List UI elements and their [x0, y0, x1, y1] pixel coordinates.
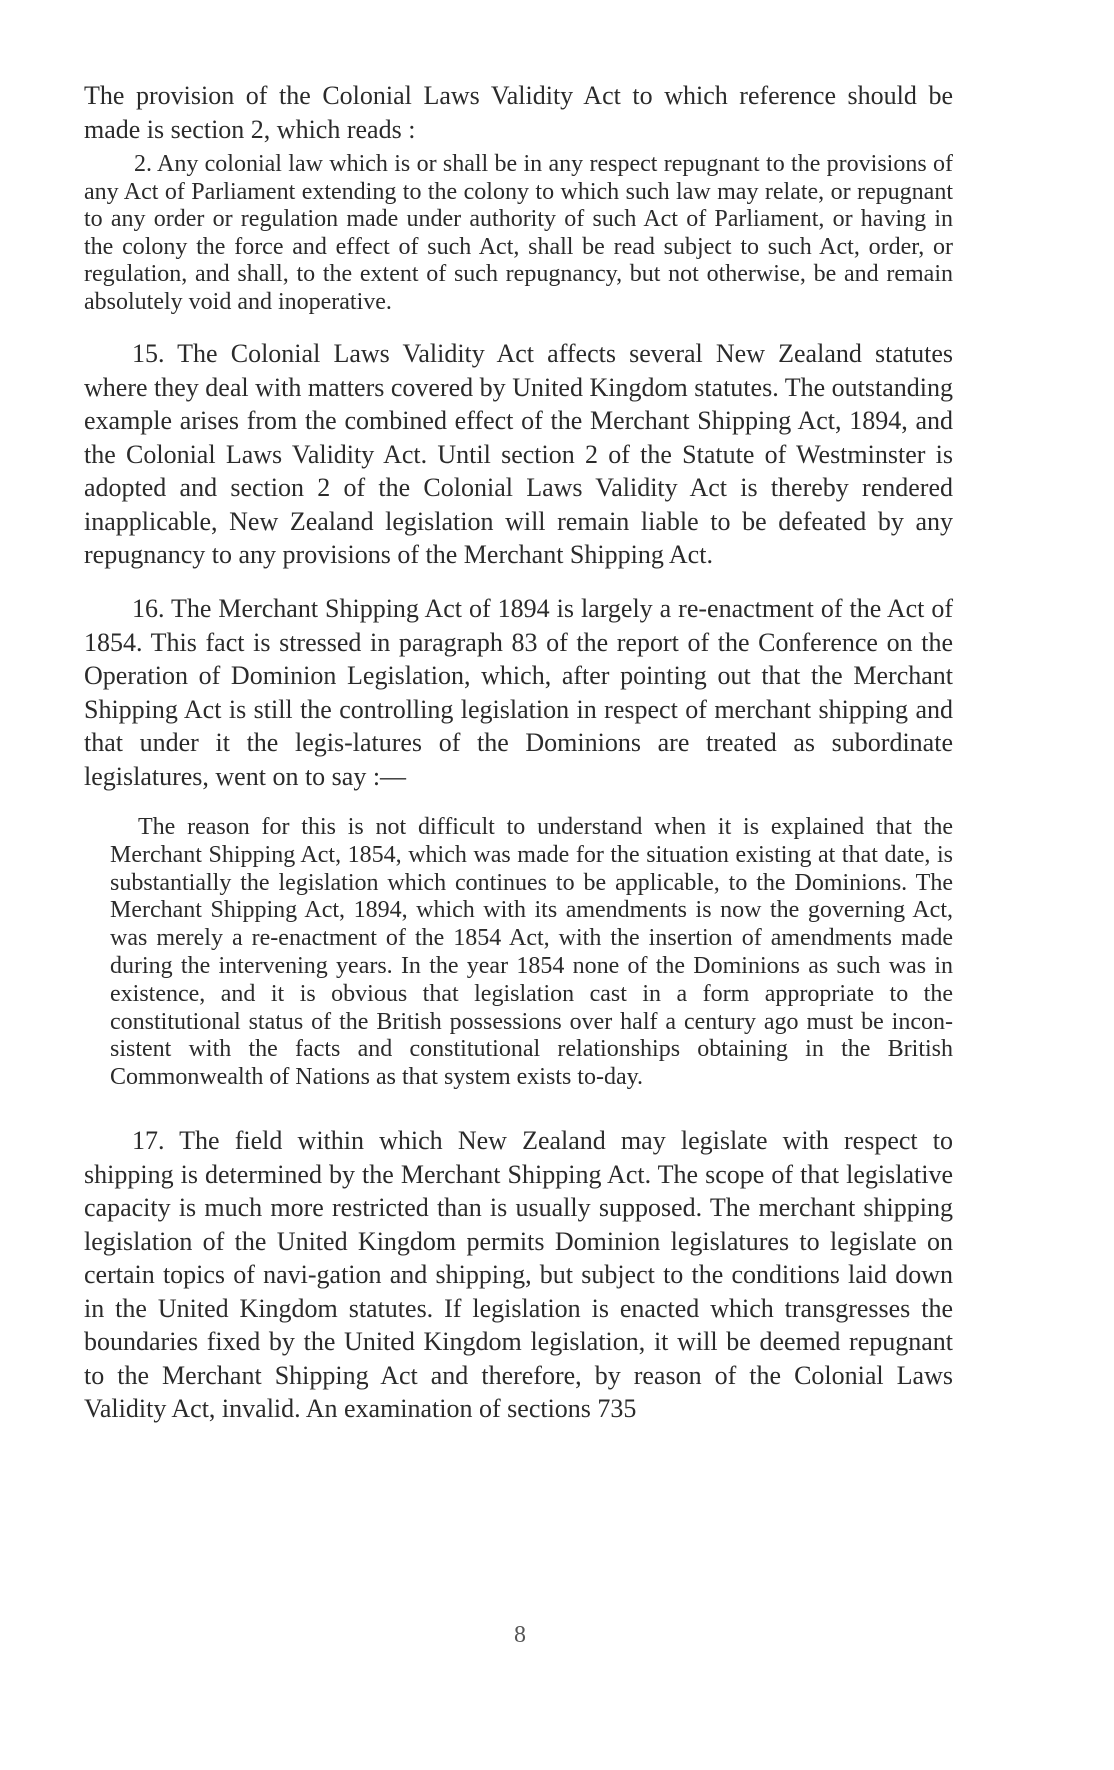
page-number: 8 [514, 1622, 526, 1648]
paragraph-17: 17. The field within which New Zealand may legislate with respect to shipping is determined by the Merchant Shipping Act. The scope of that legislative capacity is much more restricted than is usually supposed. The merchant shipping legislation of the United Kingdom permits Dominion legislatures to legislate on certain topics of navi-gation and shipping, but subject to the conditions laid down in the United Kingdom statutes. If legislation is enacted which transgresses the boundaries fixed by the United Kingdom legislation, it will be deemed repugnant to the Merchant Shipping Act and therefore, by reason of the Colonial Laws Validity Act, invalid. An examination of sections 735 [84, 1126, 953, 1423]
paragraph-16: 16. The Merchant Shipping Act of 1894 is largely a re-enactment of the Act of 1854. This fact is stressed in paragraph 83 of the report of the Conference on the Operation of Dominion Legislation, which, after pointing out that the Merchant Shipping Act is still the controlling legislation in respect of merchant shipping and that under it the legis-latures of the Dominions are treated as subordinate legislatures, went on to say :— [84, 594, 953, 791]
quoted-section-2: 2. Any colonial law which is or shall be in any respect repugnant to the provisions of any Act of Parliament extending to the colony to which such law may relate, or repugnant to any order or regulation made under authority of such Act of Parliament, or having in the colony the force and effect of such Act, shall be read subject to such Act, order, or regulation, and shall, to the extent of such repugnancy, but not otherwise, be and remain absolutely void and inoperative. [84, 151, 953, 315]
quoted-conference-report: The reason for this is not difficult to understand when it is explained that the Merchant Shipping Act, 1854, which was made for the situation existing at that date, is substantially the legislation which continues to be applicable, to the Dominions. The Merchant Shipping Act, 1894, which with its amendments is now the governing Act, was merely a re-enactment of the 1854 Act, with the insertion of amendments made during the intervening years. In the year 1854 none of the Dominions as such was in existence, and it is obvious that legislation cast in a form appropriate to the constitutional status of the British possessions over half a century ago must be incon-sistent with the facts and constitutional relationships obtaining in the British Commonwealth of Nations as that system exists to-day. [110, 814, 953, 1091]
paragraph-15: 15. The Colonial Laws Validity Act affects several New Zealand statutes where they deal with matters covered by United Kingdom statutes. The outstanding example arises from the combined effect of the Merchant Shipping Act, 1894, and the Colonial Laws Validity Act. Until section 2 of the Statute of Westminster is adopted and section 2 of the Colonial Laws Validity Act is thereby rendered inapplicable, New Zealand legislation will remain liable to be defeated by any repugnancy to any provisions of the Merchant Shipping Act. [84, 339, 953, 569]
intro-paragraph: The provision of the Colonial Laws Validity Act to which reference should be made is section 2, which reads : [84, 81, 953, 144]
